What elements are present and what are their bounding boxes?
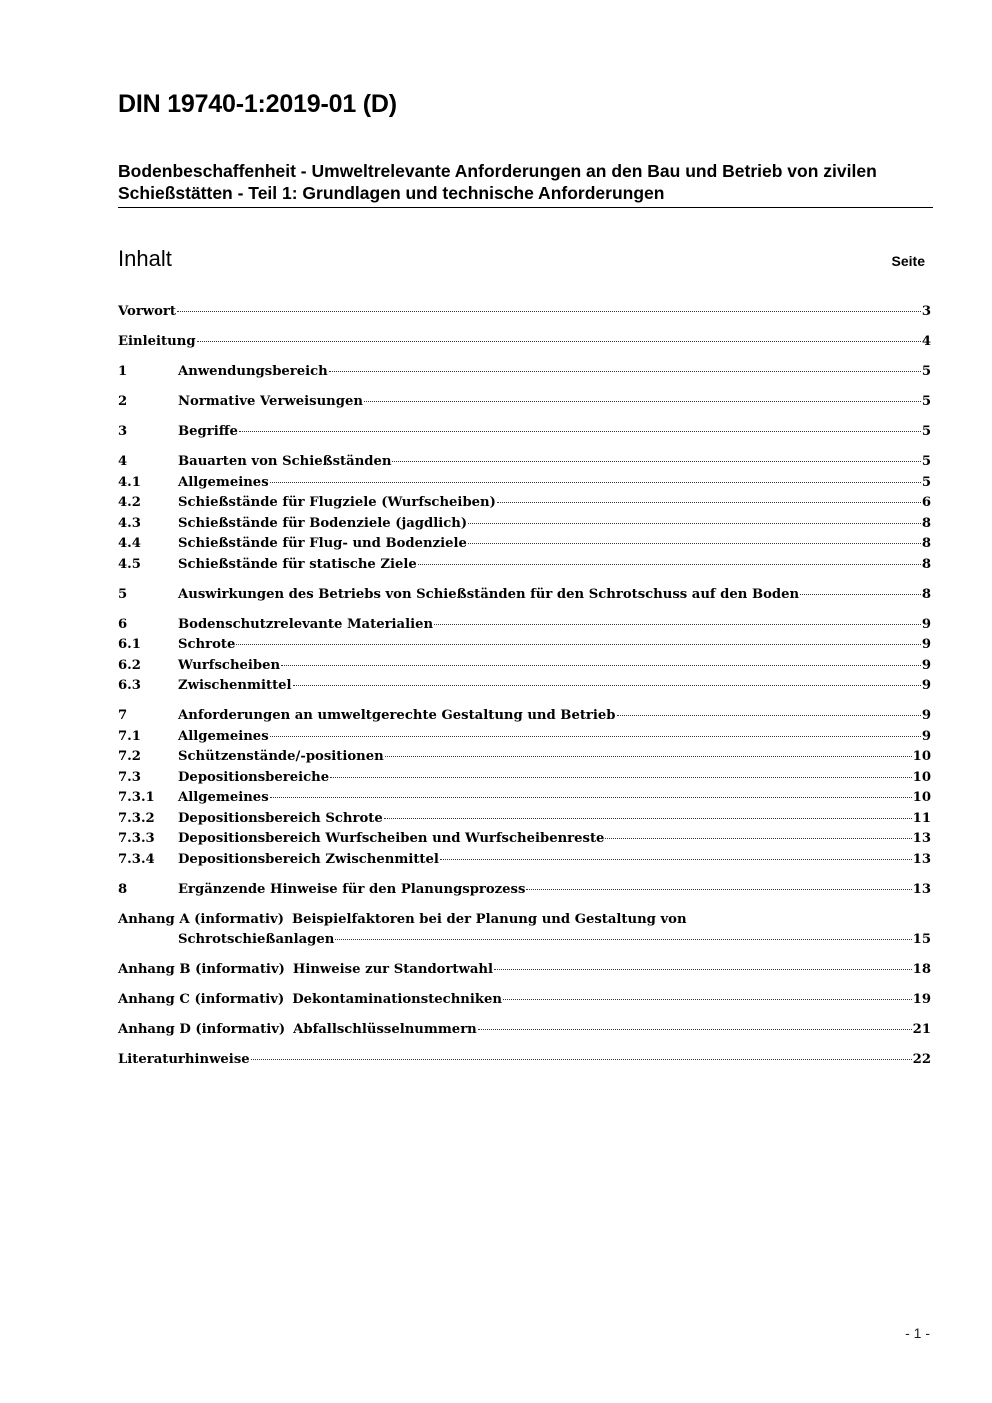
toc-entry-title: Vorwort	[118, 304, 176, 319]
toc-entry[interactable]	[118, 880, 931, 901]
toc-entry-page: 8	[921, 556, 931, 572]
toc-entry-page: 4	[921, 334, 931, 349]
toc-entry[interactable]	[118, 534, 931, 555]
toc-entry-title: Bodenschutzrelevante Materialien	[178, 616, 434, 632]
toc-entry-number: 6.3	[118, 678, 141, 693]
dot-leader	[392, 461, 920, 462]
toc-entry-number: 7.3.4	[118, 851, 155, 867]
toc-entry[interactable]	[118, 585, 931, 606]
toc-annex-entry[interactable]	[118, 960, 931, 981]
dot-leader	[293, 685, 921, 686]
dot-leader	[418, 564, 921, 565]
toc-entry-page: 5	[921, 394, 931, 409]
toc-entry-number: 7.1	[118, 728, 141, 744]
toc-entry-title: Allgemeines	[178, 790, 269, 805]
toc-annex-entry[interactable]	[118, 990, 931, 1011]
document-title: Bodenbeschaffenheit - Umweltrelevante Anforderungen an den Bau und Betrieb von zivilen Schießstätten - Teil 1: Grundlagen und technische Anforderungen	[118, 160, 933, 208]
annex-prefix: Anhang A (informativ)	[118, 911, 284, 927]
toc-entry-title: Bauarten von Schießständen	[178, 454, 392, 469]
dot-leader	[329, 371, 921, 372]
toc-entry[interactable]	[118, 362, 931, 383]
dot-leader	[478, 1029, 912, 1030]
toc-entry-number: 4.5	[118, 556, 141, 572]
toc-entry-number: 7.2	[118, 749, 141, 764]
toc-annex-a-line2[interactable]	[118, 930, 931, 951]
toc-entry-number: 7.3.3	[118, 831, 155, 846]
toc-entry-page: 5	[921, 454, 931, 469]
toc-entry-title: Literaturhinweise	[118, 1052, 250, 1067]
annex-prefix: Anhang C (informativ)	[118, 992, 285, 1007]
toc-entry[interactable]	[118, 747, 931, 768]
dot-leader	[330, 777, 911, 778]
toc-entry[interactable]	[118, 332, 931, 353]
toc-entry[interactable]	[118, 829, 931, 850]
table-of-contents	[118, 302, 931, 1071]
dot-leader	[270, 736, 921, 737]
toc-entry-number: 4	[118, 454, 128, 469]
toc-entry-number: 2	[118, 394, 128, 409]
annex-title-line2: Schrotschießanlagen	[178, 932, 335, 947]
toc-entry[interactable]	[118, 727, 931, 748]
toc-entry-page: 5	[921, 424, 931, 439]
dot-leader	[177, 311, 921, 312]
toc-entry-page: 18	[912, 962, 931, 977]
toc-entry-number: 6	[118, 616, 128, 632]
dot-leader	[236, 644, 920, 645]
toc-entry[interactable]	[118, 1050, 931, 1071]
dot-leader	[197, 341, 921, 342]
toc-annex-a-line1[interactable]	[118, 910, 931, 931]
toc-entry-title: Schießstände für Bodenziele (jagdlich)	[178, 515, 468, 531]
toc-entry[interactable]	[118, 422, 931, 443]
toc-entry-title: Allgemeines	[178, 474, 269, 490]
toc-entry[interactable]	[118, 392, 931, 413]
document-id: DIN 19740-1:2019-01 (D)	[118, 90, 397, 118]
toc-entry-page: 10	[912, 769, 931, 785]
toc-entry-page: 21	[912, 1022, 931, 1037]
toc-entry-number: 1	[118, 364, 128, 379]
dot-leader	[239, 431, 921, 432]
toc-entry-number: 4.4	[118, 536, 141, 551]
toc-entry-number: 7	[118, 708, 128, 723]
dot-leader	[468, 523, 921, 524]
toc-entry[interactable]	[118, 493, 931, 514]
dot-leader	[335, 939, 911, 940]
toc-entry-page: 5	[921, 474, 931, 490]
toc-entry[interactable]	[118, 615, 931, 636]
toc-entry-title: Schießstände für Flugziele (Wurfscheiben)	[178, 495, 496, 510]
toc-entry-title: Schrote	[178, 637, 236, 652]
toc-entry-page: 8	[921, 536, 931, 551]
toc-entry[interactable]	[118, 676, 931, 697]
dot-leader	[800, 594, 921, 595]
footer-page-number: - 1 -	[905, 1325, 930, 1341]
toc-entry[interactable]	[118, 514, 931, 535]
toc-entry-page: 22	[912, 1052, 931, 1067]
toc-entry-page: 10	[912, 790, 931, 805]
toc-entry[interactable]	[118, 635, 931, 656]
toc-entry-number: 7.3.2	[118, 810, 155, 826]
dot-leader	[497, 502, 921, 503]
toc-entry-title: Schießstände für Flug- und Bodenziele	[178, 536, 467, 551]
toc-entry-page: 13	[912, 851, 931, 867]
contents-heading: Inhalt	[118, 246, 172, 271]
toc-entry-title: Wurfscheiben	[178, 657, 281, 673]
dot-leader	[270, 482, 921, 483]
toc-entry-page: 9	[921, 657, 931, 673]
toc-entry-page: 8	[921, 586, 931, 602]
toc-entry-title: Schützenstände/-positionen	[178, 749, 384, 764]
toc-entry-page: 19	[912, 992, 931, 1007]
toc-entry-page: 9	[921, 728, 931, 744]
page-column-label: Seite	[891, 253, 925, 269]
toc-entry[interactable]	[118, 706, 931, 727]
toc-entry[interactable]	[118, 768, 931, 789]
toc-entry-page: 13	[912, 881, 931, 897]
toc-entry-page: 5	[921, 364, 931, 379]
dot-leader	[526, 889, 911, 890]
toc-entry-number: 3	[118, 424, 128, 439]
dot-leader	[605, 838, 911, 839]
toc-entry[interactable]	[118, 555, 931, 576]
toc-entry-number: 4.2	[118, 495, 141, 510]
toc-entry-page: 13	[912, 831, 931, 846]
toc-entry-title: Schießstände für statische Ziele	[178, 556, 417, 572]
toc-entry-title: Zwischenmittel	[178, 678, 292, 693]
dot-leader	[251, 1059, 912, 1060]
dot-leader	[364, 401, 921, 402]
toc-entry-title: Depositionsbereich Schrote	[178, 810, 383, 826]
dot-leader	[384, 818, 912, 819]
toc-entry[interactable]	[118, 302, 931, 323]
toc-entry[interactable]	[118, 656, 931, 677]
toc-entry-title: Ergänzende Hinweise für den Planungsprozess	[178, 881, 526, 897]
toc-entry-page: 3	[921, 304, 931, 319]
dot-leader	[270, 797, 912, 798]
dot-leader	[468, 543, 921, 544]
toc-entry-title: Depositionsbereich Zwischenmittel	[178, 851, 439, 867]
toc-entry[interactable]	[118, 850, 931, 871]
annex-title: Hinweise zur Standortwahl	[292, 962, 493, 977]
toc-entry-page: 9	[921, 708, 931, 723]
toc-entry-title: Anwendungsbereich	[178, 364, 328, 379]
toc-entry-page: 9	[921, 637, 931, 652]
toc-entry-title: Anforderungen an umweltgerechte Gestaltung und Betrieb	[178, 708, 616, 723]
toc-entry[interactable]	[118, 452, 931, 473]
dot-leader	[434, 624, 921, 625]
toc-entry-number: 5	[118, 586, 128, 602]
toc-entry-title: Depositionsbereiche	[178, 769, 330, 785]
toc-entry-title: Begriffe	[178, 424, 238, 439]
toc-entry-page: 9	[921, 616, 931, 632]
toc-entry-page: 9	[921, 678, 931, 693]
dot-leader	[494, 969, 912, 970]
toc-entry-page: 8	[921, 515, 931, 531]
toc-entry[interactable]	[118, 809, 931, 830]
toc-entry-number: 6.2	[118, 657, 141, 673]
toc-entry-title: Normative Verweisungen	[178, 394, 363, 409]
toc-entry-title: Allgemeines	[178, 728, 269, 744]
toc-entry-number: 7.3	[118, 769, 141, 785]
toc-entry[interactable]	[118, 473, 931, 494]
annex-prefix: Anhang D (informativ)	[118, 1022, 286, 1037]
toc-entry-title: Depositionsbereich Wurfscheiben und Wurfscheibenreste	[178, 831, 605, 846]
toc-annex-entry[interactable]	[118, 1020, 931, 1041]
annex-title-line1: Beispielfaktoren bei der Planung und Gestaltung von	[291, 911, 687, 927]
annex-title: Dekontaminationstechniken	[292, 992, 503, 1007]
toc-entry-number: 8	[118, 881, 128, 897]
toc-entry-number: 4.3	[118, 515, 141, 531]
toc-entry-page: 6	[921, 495, 931, 510]
dot-leader	[440, 859, 912, 860]
dot-leader	[281, 665, 921, 666]
toc-entry-number: 7.3.1	[118, 790, 155, 805]
dot-leader	[617, 715, 921, 716]
dot-leader	[385, 756, 912, 757]
toc-entry[interactable]	[118, 788, 931, 809]
toc-entry-page: 15	[912, 932, 931, 947]
annex-title: Abfallschlüsselnummern	[293, 1022, 477, 1037]
toc-entry-title: Einleitung	[118, 334, 196, 349]
toc-entry-number: 4.1	[118, 474, 141, 490]
toc-entry-page: 10	[912, 749, 931, 764]
toc-entry-page: 11	[912, 810, 931, 826]
annex-prefix: Anhang B (informativ)	[118, 962, 285, 977]
toc-entry-number: 6.1	[118, 637, 141, 652]
dot-leader	[503, 999, 912, 1000]
toc-entry-title: Auswirkungen des Betriebs von Schießständen für den Schrotschuss auf den Boden	[178, 586, 800, 602]
